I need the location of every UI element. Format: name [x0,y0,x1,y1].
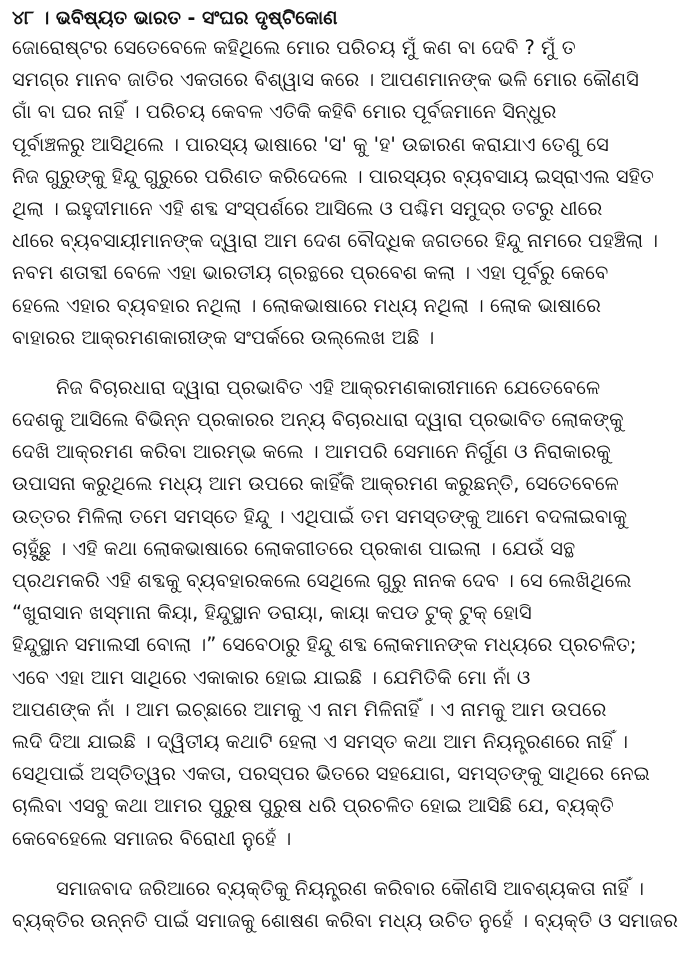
paragraph-3 [12,873,678,937]
text-line: ଆପଣଙ୍କ ନାଁ । ଆମ ଇଚ୍ଛାରେ ଆମକୁ ଏ ନାମ ମିଳିନାହିଁ । ଏ ନାମକୁ ଆମ ଉପରେ [12,697,607,721]
text-line: ନିଜ ଗୁରୁଙ୍କୁ ହିନ୍ଦୁ ଗୁରୁରେ ପରିଣତ କରିଦେଲେ । ପାରସ୍ୟର ବ୍ୟବସାୟ ଇସ୍ରାଏଲ ସହିତ [12,164,654,188]
text-line: ଦେଖି ଆକ୍ରମଣ କରିବା ଆରମ୍ଭ କଲେ । ଆମପରି ସେମାନେ ନିର୍ଗୁଣ ଓ ନିରାକାରକୁ [12,440,611,464]
paragraph-1 [12,32,659,354]
text-line: ଚାହୁଁଛୁ । ଏହି କଥା ଲୋକଭାଷାରେ ଲୋକଗୀତରେ ପ୍ରକାଶ ପାଇଲା । ଯେଉଁ ସନ୍ଥ [12,536,576,560]
text-line: ସମଗ୍ର ମାନବ ଜାତିର ଏକତାରେ ବିଶ୍ୱାସ କରେ । ଆପଣମାନଙ୍କ ଭଳି ମୋର କୌଣସି [12,68,639,92]
text-line: ଉତ୍ତର ମିଳିଲା ତମେ ସମସ୍ତେ ହିନ୍ଦୁ । ଏଥିପାଇଁ ତମ ସମସ୍ତଙ୍କୁ ଆମେ ବଦଳାଇବାକୁ [12,504,627,528]
chapter-title: । ଭବିଷ୍ୟତ ଭାରତ - ସଂଘର ଦୃଷ୍ଟିକୋଣ [40,7,338,29]
text-line: କେବେହେଲେ ସମାଜର ବିରୋଧୀ ନୁହେଁ । [12,826,292,850]
paragraph-2 [12,372,650,855]
text-line: “ଖୁରାସାନ ଖସ୍‌ମାନା କିୟା, ହିନ୍ଦୁସ୍ଥାନ ଡରାୟା, କାୟା କପଡ ଟୁକ୍ ଟୁକ୍ ହୋସି [12,601,532,625]
text-line: ପୂର୍ବାଞ୍ଚଳରୁ ଆସିଥିଲେ । ପାରସ୍ୟ ଭାଷାରେ 'ସ' କୁ 'ହ' ଉଚ୍ଚାରଣ କରାଯାଏ ତେଣୁ ସେ [12,132,609,156]
text-line: ଦେଶକୁ ଆସିଲେ ବିଭିନ୍ନ ପ୍ରକାରର ଅନ୍ୟ ବିଚାରଧାରା ଦ୍ୱାରା ପ୍ରଭାବିତ ଲୋକଙ୍କୁ [12,408,624,432]
text-line: ବାହାରର ଆକ୍ରମଣକାରୀଙ୍କ ସଂପର୍କରେ ଉଲ୍ଲେଖ ଅଛି । [12,325,435,349]
text-line: ବ୍ୟକ୍ତିର ଉନ୍ନତି ପାଇଁ ସମାଜକୁ ଶୋଷଣ କରିବା ମଧ୍ୟ ଉଚିତ ନୁହେଁ । ବ୍ୟକ୍ତି ଓ ସମାଜର [12,908,678,932]
text-line: ନବମ ଶତାବ୍ଦୀ ବେଳେ ଏହା ଭାରତୀୟ ଗ୍ରନ୍ଥରେ ପ୍ରବେଶ କଲା । ଏହା ପୂର୍ବରୁ କେବେ [12,261,609,285]
text-line: ଏବେ ଏହା ଆମ ସାଥିରେ ଏକାକାର ହୋଇ ଯାଇଛି । ଯେମିତିକି ମୋ ନାଁ ଓ [12,665,531,689]
text-line: ଧୀରେ ବ୍ୟବସାୟୀମାନଙ୍କ ଦ୍ୱାରା ଆମ ଦେଶ ବୌଦ୍ଧିକ ଜଗତରେ ହିନ୍ଦୁ ନାମରେ ପହଞ୍ଚିଲା । [12,229,659,253]
text-line: ସମାଜବାଦ ଜରିଆରେ ବ୍ୟକ୍ତିକୁ ନିୟନ୍ତ୍ରଣ କରିବାର କୌଣସି ଆବଶ୍ୟକତା ନାହିଁ । [56,876,645,900]
text-line: ପ୍ରଥମକରି ଏହି ଶବ୍ଦକୁ ବ୍ୟବହାରକଲେ ସେଥିଲେ ଗୁରୁ ନାନକ ଦେବ । ସେ ଲେଖିଥିଲେ [12,569,632,592]
text-line: ଉପାସନା କରୁଥିଲେ ମଧ୍ୟ ଆମ ଉପରେ କାହିଁକି ଆକ୍ରମଣ କରୁଛନ୍ତି, ସେତେବେଳେ [12,472,619,496]
paragraph-gap [12,855,588,873]
text-line: ହେଲେ ଏହାର ବ୍ୟବହାର ନଥିଲା । ଲୋକଭାଷାରେ ମଧ୍ୟ ନଥିଲା । ଲୋକ ଭାଷାରେ [12,293,601,317]
page-number: ୪୮ [12,7,35,29]
text-line: ହିନ୍ଦୁସ୍ଥାନ ସମାଲସୀ ବୋଲା ।” ସେବେଠାରୁ ହିନ୍ଦୁ ଶବ୍ଦ ଲୋକମାନଙ୍କ ମଧ୍ୟରେ ପ୍ରଚଳିତ; [12,633,637,657]
text-line: ଥିଲା । ଇହୁଦୀମାନେ ଏହି ଶବ୍ଦ ସଂସ୍ପର୍ଶରେ ଆସିଲେ ଓ ପଶ୍ଚିମ ସମୁଦ୍ର ତଟରୁ ଧୀରେ [12,196,603,220]
text-line: ଗାଁ ବା ଘର ନାହିଁ । ପରିଚୟ କେବଳ ଏତିକି କହିବି ମୋର ପୂର୍ବଜମାନେ ସିନ୍ଧୁର [12,100,557,124]
paragraph-gap [12,354,588,372]
text-line: ଚାଲିବା ଏସବୁ କଥା ଆମର ପୁରୁଷ ପୁରୁଷ ଧରି ପ୍ରଚଳିତ ହୋଇ ଆସିଛି ଯେ, ବ୍ୟକ୍ତି [12,794,614,818]
running-header [12,4,588,32]
text-line: ନିଜ ବିଚାରଧାରା ଦ୍ୱାରା ପ୍ରଭାବିତ ଏହି ଆକ୍ରମଣକାରୀମାନେ ଯେତେବେଳେ [56,375,601,399]
text-line: ସେଥିପାଇଁ ଅସ୍ତିତ୍ୱର ଏକତା, ପରସ୍ପର ଭିତରେ ସହଯୋଗ, ସମସ୍ତଙ୍କୁ ସାଥିରେ ନେଇ [12,762,650,786]
text-line: ଜୋରୋଷ୍ଟର ସେତେବେଳେ କହିଥିଲେ ମୋର ପରିଚୟ ମୁଁ କଣ ବା ଦେବି ? ମୁଁ ତ [12,36,576,59]
text-line: ଲଦି ଦିଆ ଯାଇଛି । ଦ୍ୱିତୀୟ କଥାଟି ହେଲା ଏ ସମସ୍ତ କଥା ଆମ ନିୟନ୍ତ୍ରଣରେ ନାହିଁ । [12,729,628,753]
